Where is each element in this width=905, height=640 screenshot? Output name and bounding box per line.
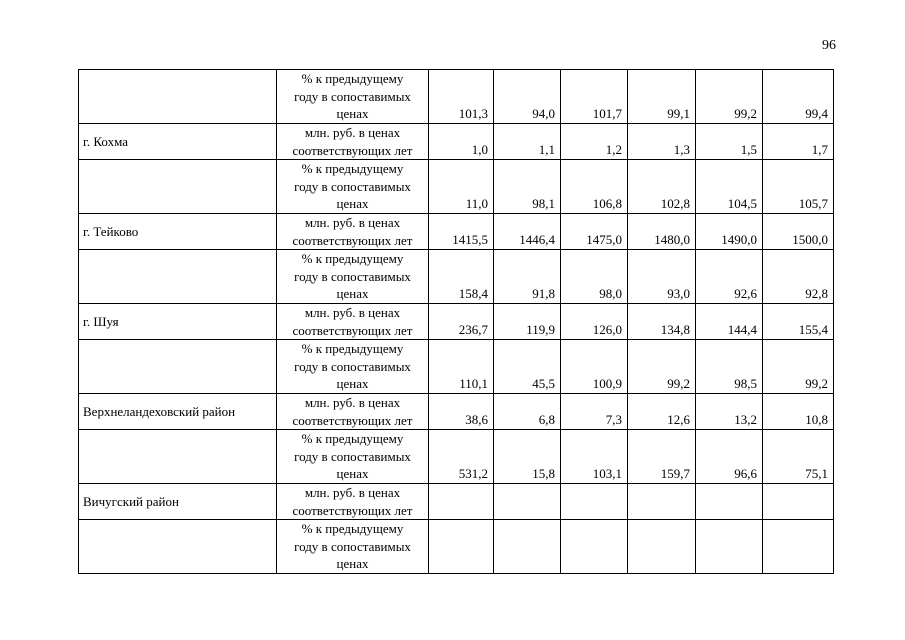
data-table [78,69,834,574]
value-cell: 101,3 [429,70,494,124]
region-cell: г. Шуя [79,304,277,340]
value-cell: 1480,0 [628,214,696,250]
value-cell [696,520,763,574]
unit-line: году в сопоставимых [294,448,411,464]
table-row [79,394,834,430]
unit-line: % к предыдущему [301,431,404,446]
unit-cell [277,124,429,160]
value-cell: 104,5 [696,160,763,214]
value-cell: 1500,0 [763,214,834,250]
region-cell [79,430,277,484]
value-cell: 1,5 [696,124,763,160]
value-cell: 94,0 [494,70,561,124]
table-row [79,160,834,214]
value-cell: 144,4 [696,304,763,340]
value-cell: 10,8 [763,394,834,430]
value-cell: 7,3 [561,394,628,430]
value-cell: 99,1 [628,70,696,124]
value-cell: 13,2 [696,394,763,430]
value-cell [763,520,834,574]
region-cell [79,250,277,304]
value-cell: 75,1 [763,430,834,484]
value-cell: 103,1 [561,430,628,484]
value-cell: 99,2 [696,70,763,124]
unit-line: соответствующих лет [292,412,413,428]
value-cell: 236,7 [429,304,494,340]
region-cell: г. Тейково [79,214,277,250]
unit-line: году в сопоставимых [294,88,411,104]
value-cell: 134,8 [628,304,696,340]
unit-cell [277,304,429,340]
unit-line: % к предыдущему [301,161,404,176]
value-cell: 45,5 [494,340,561,394]
value-cell: 1,3 [628,124,696,160]
unit-line: млн. руб. в ценах [304,215,401,230]
unit-cell [277,484,429,520]
unit-line: ценах [336,106,369,121]
region-cell: г. Кохма [79,124,277,160]
value-cell: 101,7 [561,70,628,124]
table-row [79,124,834,160]
unit-line: соответствующих лет [292,502,413,518]
value-cell: 1,0 [429,124,494,160]
value-cell: 93,0 [628,250,696,304]
unit-cell [277,520,429,574]
value-cell: 92,6 [696,250,763,304]
value-cell: 99,2 [628,340,696,394]
value-cell [494,520,561,574]
table-row [79,214,834,250]
value-cell [494,484,561,520]
value-cell: 119,9 [494,304,561,340]
unit-line: соответствующих лет [292,322,413,338]
unit-line: году в сопоставимых [294,268,411,284]
value-cell [429,484,494,520]
unit-cell [277,70,429,124]
value-cell: 92,8 [763,250,834,304]
unit-line: году в сопоставимых [294,538,411,554]
value-cell [628,484,696,520]
region-cell: Верхнеландеховский район [79,394,277,430]
value-cell [561,484,628,520]
value-cell: 158,4 [429,250,494,304]
value-cell: 98,0 [561,250,628,304]
unit-line: % к предыдущему [301,251,404,266]
value-cell: 1415,5 [429,214,494,250]
unit-cell [277,250,429,304]
region-cell [79,520,277,574]
value-cell: 159,7 [628,430,696,484]
unit-line: млн. руб. в ценах [304,125,401,140]
unit-line: соответствующих лет [292,232,413,248]
table-row [79,430,834,484]
table-body [79,70,834,574]
value-cell: 15,8 [494,430,561,484]
value-cell: 6,8 [494,394,561,430]
table-row [79,484,834,520]
value-cell: 1490,0 [696,214,763,250]
unit-line: % к предыдущему [301,71,404,86]
unit-line: млн. руб. в ценах [304,485,401,500]
value-cell: 99,4 [763,70,834,124]
region-cell [79,160,277,214]
value-cell: 12,6 [628,394,696,430]
value-cell: 1475,0 [561,214,628,250]
table-row [79,520,834,574]
value-cell: 99,2 [763,340,834,394]
unit-cell [277,430,429,484]
value-cell: 126,0 [561,304,628,340]
value-cell: 1,2 [561,124,628,160]
value-cell: 1,1 [494,124,561,160]
region-cell [79,340,277,394]
value-cell: 91,8 [494,250,561,304]
unit-line: году в сопоставимых [294,358,411,374]
region-cell: Вичугский район [79,484,277,520]
unit-line: млн. руб. в ценах [304,305,401,320]
unit-line: ценах [336,286,369,301]
table-row [79,340,834,394]
value-cell: 96,6 [696,430,763,484]
table-row [79,70,834,124]
value-cell: 38,6 [429,394,494,430]
value-cell: 11,0 [429,160,494,214]
value-cell: 102,8 [628,160,696,214]
unit-line: ценах [336,466,369,481]
table-row [79,304,834,340]
value-cell: 1,7 [763,124,834,160]
value-cell [561,520,628,574]
unit-cell [277,160,429,214]
unit-line: ценах [336,376,369,391]
value-cell: 98,1 [494,160,561,214]
unit-line: ценах [336,556,369,571]
page-number: 96 [822,38,836,53]
value-cell: 106,8 [561,160,628,214]
value-cell: 1446,4 [494,214,561,250]
table-row [79,250,834,304]
value-cell: 110,1 [429,340,494,394]
unit-cell [277,394,429,430]
unit-line: % к предыдущему [301,521,404,536]
unit-cell [277,214,429,250]
unit-line: ценах [336,196,369,211]
unit-line: млн. руб. в ценах [304,395,401,410]
value-cell: 98,5 [696,340,763,394]
value-cell: 531,2 [429,430,494,484]
value-cell: 100,9 [561,340,628,394]
unit-line: соответствующих лет [292,142,413,158]
value-cell: 155,4 [763,304,834,340]
value-cell [429,520,494,574]
region-cell [79,70,277,124]
value-cell: 105,7 [763,160,834,214]
value-cell [763,484,834,520]
unit-line: году в сопоставимых [294,178,411,194]
value-cell [628,520,696,574]
value-cell [696,484,763,520]
unit-line: % к предыдущему [301,341,404,356]
unit-cell [277,340,429,394]
